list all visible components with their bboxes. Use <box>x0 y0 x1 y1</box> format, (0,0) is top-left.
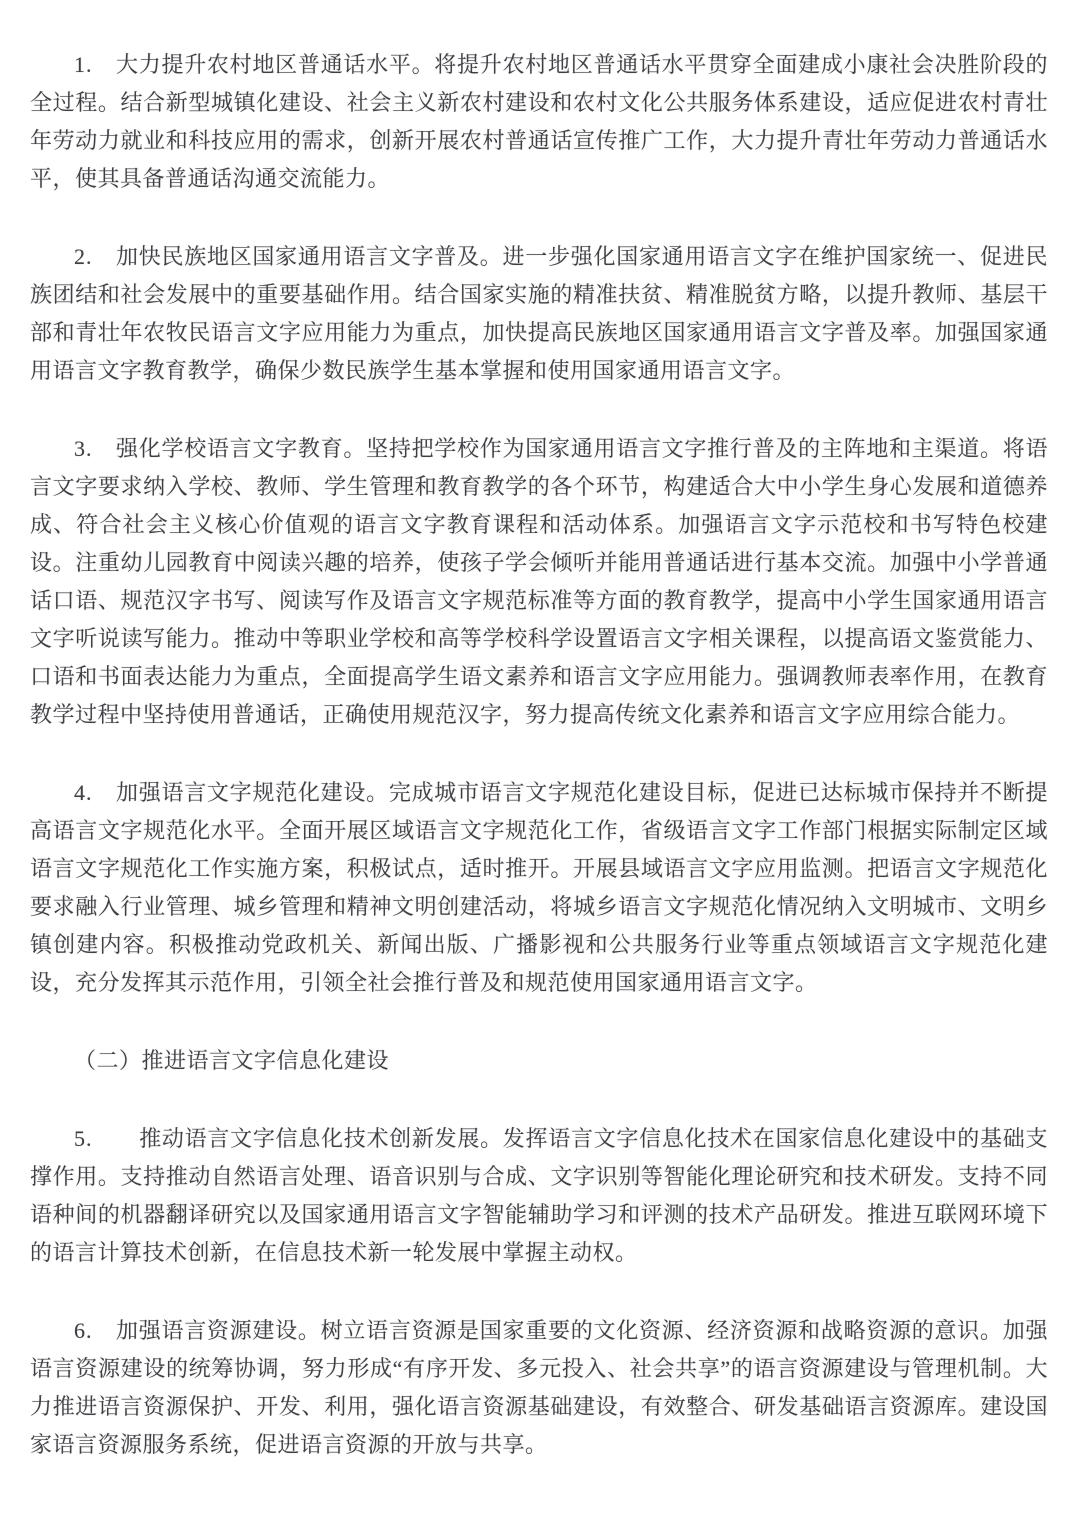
numbered-paragraph <box>30 430 1048 734</box>
section-heading <box>30 1042 1048 1080</box>
numbered-paragraph <box>30 774 1048 1002</box>
paragraph-number: 3. <box>74 436 116 461</box>
paragraph-number: 6. <box>74 1318 116 1343</box>
numbered-paragraph <box>30 1312 1048 1464</box>
paragraph-number: 4. <box>74 780 116 805</box>
section-title: 推进语言文字信息化建设 <box>141 1048 390 1073</box>
paragraph-number: 2. <box>74 244 116 269</box>
paragraph-text: 强化学校语言文字教育。坚持把学校作为国家通用语言文字推行普及的主阵地和主渠道。将语言文字要求纳入学校、教师、学生管理和教育教学的各个环节，构建适合大中小学生身心发展和道德养成、符合社会主义核心价值观的语言文字教育课程和活动体系。加强语言文字示范校和书写特色校建设。注重幼儿园教育中阅读兴趣的培养，使孩子学会倾听并能用普通话进行基本交流。加强中小学普通话口语、规范汉字书写、阅读写作及语言文字规范标准等方面的教育教学，提高中小学生国家通用语言文字听说读写能力。推动中等职业学校和高等学校科学设置语言文字相关课程，以提高语文鉴赏能力、口语和书面表达能力为重点，全面提高学生语文素养和语言文字应用能力。强调教师表率作用，在教育教学过程中坚持使用普通话，正确使用规范汉字，努力提高传统文化素养和语言文字应用综合能力。 <box>30 436 1048 727</box>
paragraph-text: 加强语言资源建设。树立语言资源是国家重要的文化资源、经济资源和战略资源的意识。加强语言资源建设的统筹协调，努力形成“有序开发、多元投入、社会共享”的语言资源建设与管理机制。大力推进语言资源保护、开发、利用，强化语言资源基础建设，有效整合、研发基础语言资源库。建设国家语言资源服务系统，促进语言资源的开放与共享。 <box>30 1318 1048 1457</box>
paragraph-number: 5. <box>74 1126 140 1151</box>
paragraph-text: 推动语言文字信息化技术创新发展。发挥语言文字信息化技术在国家信息化建设中的基础支撑作用。支持推动自然语言处理、语音识别与合成、文字识别等智能化理论研究和技术研发。支持不同语种间的机器翻译研究以及国家通用语言文字智能辅助学习和评测的技术产品研发。推进互联网环境下的语言计算技术创新，在信息技术新一轮发展中掌握主动权。 <box>30 1126 1048 1265</box>
section-number: （二） <box>74 1048 142 1073</box>
numbered-paragraph <box>30 1120 1048 1272</box>
paragraph-text: 加快民族地区国家通用语言文字普及。进一步强化国家通用语言文字在维护国家统一、促进民族团结和社会发展中的重要基础作用。结合国家实施的精准扶贫、精准脱贫方略，以提升教师、基层干部和青壮年农牧民语言文字应用能力为重点，加快提高民族地区国家通用语言文字普及率。加强国家通用语言文字教育教学，确保少数民族学生基本掌握和使用国家通用语言文字。 <box>30 244 1048 383</box>
numbered-paragraph <box>30 46 1048 198</box>
numbered-paragraph <box>30 238 1048 390</box>
paragraph-number: 1. <box>74 52 116 77</box>
paragraph-text: 大力提升农村地区普通话水平。将提升农村地区普通话水平贯穿全面建成小康社会决胜阶段的全过程。结合新型城镇化建设、社会主义新农村建设和农村文化公共服务体系建设，适应促进农村青壮年劳动力就业和科技应用的需求，创新开展农村普通话宣传推广工作，大力提升青壮年劳动力普通话水平，使其具备普通话沟通交流能力。 <box>30 52 1048 191</box>
paragraph-text: 加强语言文字规范化建设。完成城市语言文字规范化建设目标，促进已达标城市保持并不断提高语言文字规范化水平。全面开展区域语言文字规范化工作，省级语言文字工作部门根据实际制定区域语言文字规范化工作实施方案，积极试点，适时推开。开展县域语言文字应用监测。把语言文字规范化要求融入行业管理、城乡管理和精神文明创建活动，将城乡语言文字规范化情况纳入文明城市、文明乡镇创建内容。积极推动党政机关、新闻出版、广播影视和公共服务行业等重点领域语言文字规范化建设，充分发挥其示范作用，引领全社会推行普及和规范使用国家通用语言文字。 <box>30 780 1048 995</box>
